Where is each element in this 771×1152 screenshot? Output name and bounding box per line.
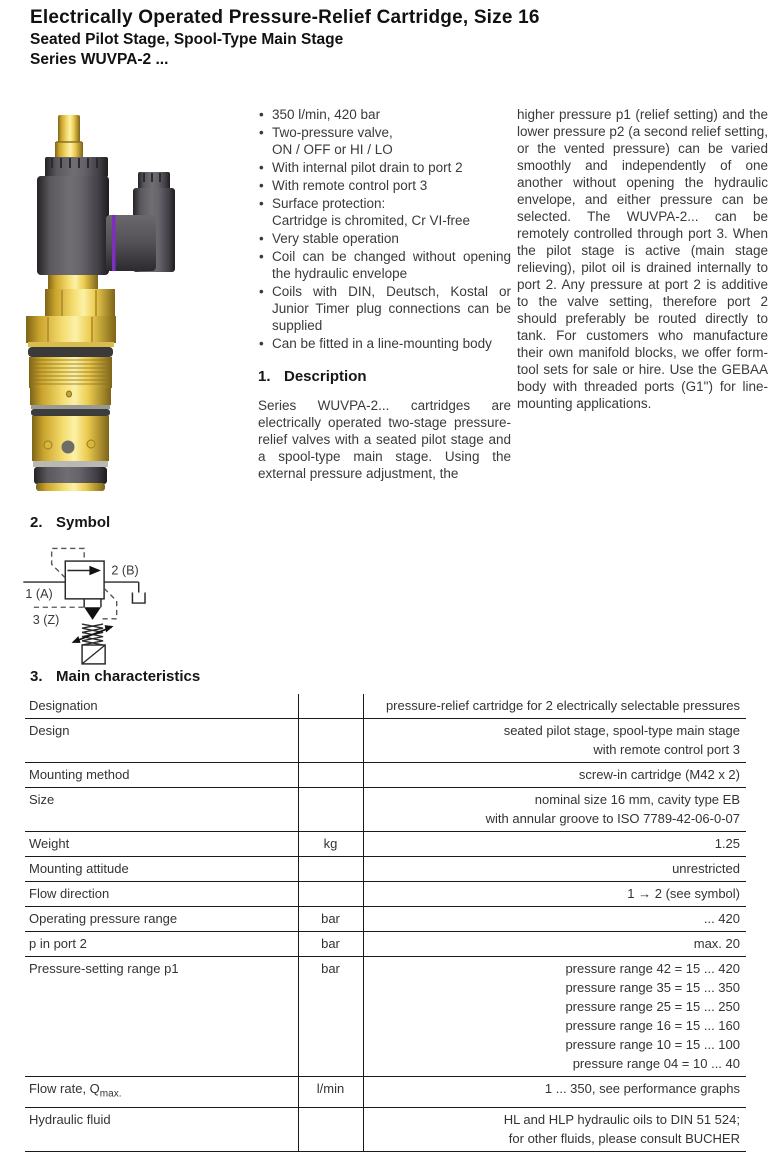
row-value: screw-in cartridge (M42 x 2) (363, 763, 746, 788)
port-hole-small-left (44, 441, 52, 449)
o-ring-bottom (34, 467, 107, 484)
feature-item: • Coil can be changed without opening the hydraulic envelope (258, 248, 511, 282)
port1-label: 1 (A) (25, 586, 53, 601)
port3-label: 3 (Z) (32, 613, 60, 628)
row-unit: l/min (298, 1077, 363, 1108)
adjust-arrowhead-right (105, 625, 114, 632)
feature-item: • Can be fitted in a line-mounting body (258, 335, 511, 352)
main-stage-box (65, 561, 104, 599)
row-unit (298, 788, 363, 832)
hydraulic-symbol (22, 538, 182, 666)
row-value: pressure-relief cartridge for 2 electrically selectable pressures (363, 694, 746, 719)
row-label: Pressure-setting range p1 (25, 957, 298, 1077)
row-unit (298, 1107, 363, 1151)
table-row (25, 832, 746, 857)
tank-symbol (132, 582, 145, 603)
description-heading: 1. Description (258, 368, 367, 385)
row-label: Flow direction (25, 882, 298, 907)
row-value: 1 ... 350, see performance graphs (363, 1077, 746, 1108)
feature-item: • With internal pilot drain to port 2 (258, 159, 511, 176)
adjust-stem-top (58, 115, 80, 144)
pilot-poppet (84, 607, 101, 620)
row-value: unrestricted (363, 857, 746, 882)
row-unit (298, 694, 363, 719)
row-label: Flow rate, $Q_{max.}$ (25, 1077, 298, 1108)
pilot-line-right (101, 588, 117, 618)
port-hole-small-right (87, 440, 95, 448)
table-row (25, 1077, 746, 1108)
table-row (25, 957, 746, 1077)
feature-list (258, 106, 511, 352)
row-value: 1.25 (363, 832, 746, 857)
row-unit (298, 857, 363, 882)
feature-item: • Very stable operation (258, 230, 511, 247)
page-subtitle-2: Series WUVPA-2 ... (30, 51, 169, 68)
table-row (25, 719, 746, 763)
table-row (25, 694, 746, 719)
header (30, 6, 730, 70)
feature-item: • With remote control port 3 (258, 177, 511, 194)
row-label: Size (25, 788, 298, 832)
characteristics-table (25, 694, 746, 1152)
valve-nose (36, 483, 105, 491)
row-label: Hydraulic fluid (25, 1107, 298, 1151)
row-label: Operating pressure range (25, 907, 298, 932)
row-value: ... 420 (363, 907, 746, 932)
row-unit (298, 763, 363, 788)
row-label: Mounting attitude (25, 857, 298, 882)
port2-label: 2 (B) (111, 563, 139, 578)
row-value: pressure range 42 = 15 ... 420 pressure range 35 = 15 ... 350 pressure range 25 = 15 ... 250 pressure range 16 = 15 ... 160 pressure range 10 = 15 ... 100 pressure range 04 = 10 ... 40 (363, 957, 746, 1077)
feature-item: • Two-pressure valve, ON / OFF or HI / LO (258, 124, 511, 158)
row-label: p in port 2 (25, 932, 298, 957)
row-label: Mounting method (25, 763, 298, 788)
table-row (25, 932, 746, 957)
product-photo (18, 98, 253, 498)
symbol-heading: 2. Symbol (30, 514, 111, 531)
row-unit (298, 719, 363, 763)
connector-knurl (138, 172, 170, 190)
hex-nut-lower (26, 316, 116, 343)
brass-neck (48, 275, 98, 290)
knurled-ring (45, 157, 108, 177)
feature-item: • Surface protection: Cartridge is chromited, Cr VI-free (258, 195, 511, 229)
table-row (25, 857, 746, 882)
row-unit: bar (298, 957, 363, 1077)
feature-column (258, 106, 511, 482)
feature-item: • Coils with DIN, Deutsch, Kostal or Junior Timer plug connections can be supplied (258, 283, 511, 334)
row-label: Weight (25, 832, 298, 857)
port-hole-large (62, 441, 75, 454)
adjust-arrowhead-left (72, 636, 81, 643)
o-ring-mid (31, 409, 110, 416)
purple-stripe (112, 215, 116, 271)
flow-arrow (89, 566, 101, 575)
table-row (25, 763, 746, 788)
row-value: HL and HLP hydraulic oils to DIN 51 524; for other fluids, please consult BUCHER (363, 1107, 746, 1151)
feature-item: • 350 l/min, 420 bar (258, 106, 511, 123)
row-value: nominal size 16 mm, cavity type EB with annular groove to ISO 7789-42-06-0-07 (363, 788, 746, 832)
row-value: 1 → 2 (see symbol) (363, 882, 746, 907)
description-continued: higher pressure p1 (relief setting) and the lower pressure p2 (a second relief setting, or the vented pressure) can be varied smoothly and independently of one another without opening the hydraulic envelope, and either pressure can be selected. The WUVPA-2... can be remotely controlled through port 3. When the pilot stage is active (main stage relieving), pilot oil is drained internally to port 2. Any pressure at port 2 is additive to the valve setting, therefore port 2 should preferably be routed directly to tank. For customers who manufacture their own manifold blocks, we offer form-tool sets for sale or hire. Use the GEBAA body with threaded ports (G1") for line-mounting applications. (517, 107, 768, 411)
row-unit: bar (298, 907, 363, 932)
characteristics-heading: 3. Main characteristics (30, 668, 201, 685)
row-unit: bar (298, 932, 363, 957)
row-unit (298, 882, 363, 907)
table-row (25, 882, 746, 907)
row-unit: kg (298, 832, 363, 857)
table-row (25, 1107, 746, 1151)
hex-nut-upper (45, 289, 115, 317)
row-value: max. 20 (363, 932, 746, 957)
table-row (25, 788, 746, 832)
description-text: Series WUVPA-2... cartridges are electrically operated two-stage pressure-relief valves with a seated pilot stage and a spool-type main stage. Using the external pressure adjustment, the (258, 398, 511, 481)
row-label: Design (25, 719, 298, 763)
page-title: Electrically Operated Pressure-Relief Cartridge, Size 16 (30, 7, 540, 28)
table-row (25, 907, 746, 932)
valve-body-lower (32, 416, 109, 461)
solenoid-coil (37, 176, 109, 275)
row-value: seated pilot stage, spool-type main stage with remote control port 3 (363, 719, 746, 763)
row-label-subscript: max. (99, 1088, 122, 1100)
o-ring-top (28, 347, 113, 357)
row-label: Designation (25, 694, 298, 719)
page-subtitle-1: Seated Pilot Stage, Spool-Type Main Stage (30, 31, 344, 48)
pilot-line-top (52, 548, 85, 577)
